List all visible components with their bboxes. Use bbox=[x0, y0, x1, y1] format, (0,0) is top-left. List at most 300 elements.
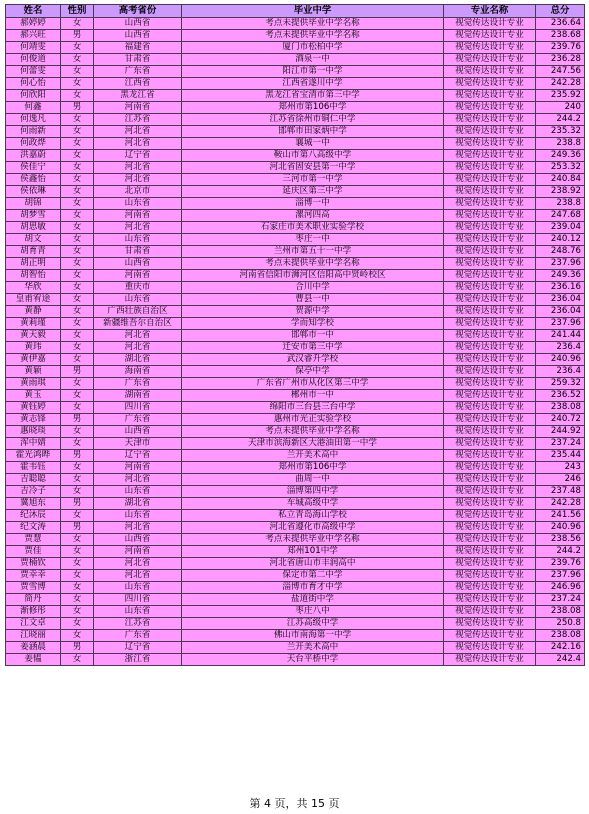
cell-province: 湖南省 bbox=[94, 390, 182, 402]
cell-school: 邯郸市一中 bbox=[182, 330, 444, 342]
cell-score: 237.96 bbox=[536, 318, 585, 330]
cell-school: 广东省广州市从化区第三中学 bbox=[182, 378, 444, 390]
cell-score: 235.44 bbox=[536, 450, 585, 462]
table-row bbox=[6, 138, 585, 150]
table-row bbox=[6, 378, 585, 390]
cell-sex: 女 bbox=[61, 606, 94, 618]
cell-sex: 男 bbox=[61, 642, 94, 654]
cell-school: 河南省信阳市浉河区信阳高中贤岭校区 bbox=[182, 270, 444, 282]
cell-score: 235.92 bbox=[536, 90, 585, 102]
cell-name: 黄志锋 bbox=[6, 414, 61, 426]
cell-score: 247.56 bbox=[536, 66, 585, 78]
cell-province: 广东省 bbox=[94, 414, 182, 426]
cell-sex: 女 bbox=[61, 54, 94, 66]
cell-score: 246 bbox=[536, 474, 585, 486]
cell-province: 河北省 bbox=[94, 138, 182, 150]
cell-major: 视觉传达设计专业 bbox=[444, 462, 536, 474]
cell-sex: 女 bbox=[61, 78, 94, 90]
cell-province: 河南省 bbox=[94, 270, 182, 282]
cell-province: 河北省 bbox=[94, 330, 182, 342]
cell-major: 视觉传达设计专业 bbox=[444, 294, 536, 306]
table-row bbox=[6, 558, 585, 570]
cell-score: 236.64 bbox=[536, 18, 585, 30]
cell-school: 三河市第一中学 bbox=[182, 174, 444, 186]
cell-name: 胡正明 bbox=[6, 258, 61, 270]
cell-major: 视觉传达设计专业 bbox=[444, 354, 536, 366]
table-row bbox=[6, 522, 585, 534]
cell-province: 北京市 bbox=[94, 186, 182, 198]
cell-province: 湖北省 bbox=[94, 354, 182, 366]
cell-name: 霍韦钰 bbox=[6, 462, 61, 474]
cell-province: 辽宁省 bbox=[94, 150, 182, 162]
cell-name: 吉聪聪 bbox=[6, 474, 61, 486]
cell-major: 视觉传达设计专业 bbox=[444, 186, 536, 198]
table-row bbox=[6, 42, 585, 54]
cell-school: 河北省固安县第一中学 bbox=[182, 162, 444, 174]
cell-name: 郝婷婷 bbox=[6, 18, 61, 30]
cell-school: 考点未提供毕业中学名称 bbox=[182, 18, 444, 30]
table-body bbox=[6, 18, 585, 666]
cell-name: 贾慧 bbox=[6, 534, 61, 546]
cell-sex: 男 bbox=[61, 366, 94, 378]
cell-major: 视觉传达设计专业 bbox=[444, 210, 536, 222]
cell-major: 视觉传达设计专业 bbox=[444, 222, 536, 234]
cell-province: 江苏省 bbox=[94, 618, 182, 630]
table-row bbox=[6, 294, 585, 306]
cell-name: 侯鑫怡 bbox=[6, 174, 61, 186]
cell-sex: 女 bbox=[61, 330, 94, 342]
cell-province: 山西省 bbox=[94, 18, 182, 30]
page-number-footer: 第 4 页，共 15 页 bbox=[249, 797, 340, 810]
cell-score: 242.28 bbox=[536, 498, 585, 510]
cell-major: 视觉传达设计专业 bbox=[444, 18, 536, 30]
cell-score: 238.56 bbox=[536, 534, 585, 546]
cell-school: 淄博市育才中学 bbox=[182, 582, 444, 594]
cell-name: 姜韫 bbox=[6, 654, 61, 666]
cell-school: 贺源中学 bbox=[182, 306, 444, 318]
table-row bbox=[6, 234, 585, 246]
cell-school: 盐道街中学 bbox=[182, 594, 444, 606]
cell-province: 江西省 bbox=[94, 78, 182, 90]
cell-sex: 女 bbox=[61, 294, 94, 306]
table-row bbox=[6, 114, 585, 126]
cell-major: 视觉传达设计专业 bbox=[444, 342, 536, 354]
cell-sex: 男 bbox=[61, 450, 94, 462]
table-row bbox=[6, 534, 585, 546]
cell-score: 241.56 bbox=[536, 510, 585, 522]
cell-name: 何政烨 bbox=[6, 138, 61, 150]
cell-name: 黄静 bbox=[6, 306, 61, 318]
cell-school: 考点未提供毕业中学名称 bbox=[182, 30, 444, 42]
cell-major: 视觉传达设计专业 bbox=[444, 498, 536, 510]
cell-province: 广东省 bbox=[94, 66, 182, 78]
table-row bbox=[6, 258, 585, 270]
cell-province: 黑龙江省 bbox=[94, 90, 182, 102]
cell-name: 胡育青 bbox=[6, 246, 61, 258]
cell-score: 240.84 bbox=[536, 174, 585, 186]
cell-name: 霍光鸿晔 bbox=[6, 450, 61, 462]
cell-name: 浑中婧 bbox=[6, 438, 61, 450]
cell-school: 郑州市第106中学 bbox=[182, 102, 444, 114]
cell-sex: 女 bbox=[61, 618, 94, 630]
cell-school: 考点未提供毕业中学名称 bbox=[182, 534, 444, 546]
cell-score: 238.08 bbox=[536, 606, 585, 618]
cell-sex: 女 bbox=[61, 654, 94, 666]
cell-score: 242.4 bbox=[536, 654, 585, 666]
cell-sex: 女 bbox=[61, 210, 94, 222]
table-row bbox=[6, 18, 585, 30]
cell-school: 天津市滨海新区大港油田第一中学 bbox=[182, 438, 444, 450]
cell-sex: 女 bbox=[61, 630, 94, 642]
cell-score: 239.76 bbox=[536, 558, 585, 570]
table-row bbox=[6, 186, 585, 198]
cell-province: 山西省 bbox=[94, 30, 182, 42]
cell-name: 何靖雯 bbox=[6, 42, 61, 54]
cell-score: 237.96 bbox=[536, 258, 585, 270]
cell-sex: 女 bbox=[61, 270, 94, 282]
cell-school: 襄城一中 bbox=[182, 138, 444, 150]
cell-major: 视觉传达设计专业 bbox=[444, 558, 536, 570]
cell-name: 简丹 bbox=[6, 594, 61, 606]
cell-score: 236.52 bbox=[536, 390, 585, 402]
cell-name: 黄玉 bbox=[6, 390, 61, 402]
cell-sex: 女 bbox=[61, 114, 94, 126]
cell-score: 250.8 bbox=[536, 618, 585, 630]
cell-name: 何鑫 bbox=[6, 102, 61, 114]
table-row bbox=[6, 546, 585, 558]
cell-name: 洪嘉蔚 bbox=[6, 150, 61, 162]
cell-sex: 女 bbox=[61, 378, 94, 390]
cell-name: 胡智怡 bbox=[6, 270, 61, 282]
cell-score: 240.12 bbox=[536, 234, 585, 246]
table-row bbox=[6, 654, 585, 666]
cell-province: 天津市 bbox=[94, 438, 182, 450]
cell-sex: 男 bbox=[61, 522, 94, 534]
cell-province: 山东省 bbox=[94, 198, 182, 210]
cell-school: 鞍山市第八高级中学 bbox=[182, 150, 444, 162]
cell-sex: 男 bbox=[61, 30, 94, 42]
cell-major: 视觉传达设计专业 bbox=[444, 618, 536, 630]
cell-sex: 女 bbox=[61, 162, 94, 174]
cell-province: 河南省 bbox=[94, 546, 182, 558]
cell-major: 视觉传达设计专业 bbox=[444, 90, 536, 102]
cell-sex: 女 bbox=[61, 66, 94, 78]
cell-score: 236.04 bbox=[536, 306, 585, 318]
cell-major: 视觉传达设计专业 bbox=[444, 474, 536, 486]
cell-major: 视觉传达设计专业 bbox=[444, 234, 536, 246]
cell-score: 240.96 bbox=[536, 354, 585, 366]
table-row bbox=[6, 54, 585, 66]
table-row bbox=[6, 438, 585, 450]
cell-major: 视觉传达设计专业 bbox=[444, 366, 536, 378]
cell-province: 河北省 bbox=[94, 570, 182, 582]
cell-name: 贾佳 bbox=[6, 546, 61, 558]
cell-major: 视觉传达设计专业 bbox=[444, 414, 536, 426]
cell-score: 236.4 bbox=[536, 366, 585, 378]
cell-name: 惠晓琰 bbox=[6, 426, 61, 438]
table-row bbox=[6, 30, 585, 42]
cell-name: 贾雪博 bbox=[6, 582, 61, 594]
cell-province: 河北省 bbox=[94, 342, 182, 354]
table-row bbox=[6, 402, 585, 414]
cell-score: 240 bbox=[536, 102, 585, 114]
cell-sex: 女 bbox=[61, 558, 94, 570]
cell-school: 枣庄一中 bbox=[182, 234, 444, 246]
cell-major: 视觉传达设计专业 bbox=[444, 174, 536, 186]
cell-school: 厦门市松柏中学 bbox=[182, 42, 444, 54]
cell-major: 视觉传达设计专业 bbox=[444, 306, 536, 318]
cell-province: 甘肃省 bbox=[94, 54, 182, 66]
cell-name: 胡文 bbox=[6, 234, 61, 246]
cell-score: 238.8 bbox=[536, 138, 585, 150]
cell-province: 四川省 bbox=[94, 594, 182, 606]
table-row bbox=[6, 426, 585, 438]
cell-score: 237.48 bbox=[536, 486, 585, 498]
cell-school: 兰开美术高中 bbox=[182, 450, 444, 462]
cell-name: 江晓丽 bbox=[6, 630, 61, 642]
cell-school: 保定市第二中学 bbox=[182, 570, 444, 582]
col-header-name: 姓名 bbox=[6, 5, 61, 18]
cell-province: 四川省 bbox=[94, 402, 182, 414]
cell-province: 海南省 bbox=[94, 366, 182, 378]
cell-name: 贾幸幸 bbox=[6, 570, 61, 582]
cell-school: 延庆区第三中学 bbox=[182, 186, 444, 198]
cell-school: 佛山市南海第一中学 bbox=[182, 630, 444, 642]
cell-sex: 女 bbox=[61, 138, 94, 150]
cell-name: 胡思敏 bbox=[6, 222, 61, 234]
cell-score: 240.96 bbox=[536, 522, 585, 534]
cell-sex: 女 bbox=[61, 258, 94, 270]
cell-school: 私立青岛海山学校 bbox=[182, 510, 444, 522]
table-row bbox=[6, 126, 585, 138]
cell-name: 郝兴旺 bbox=[6, 30, 61, 42]
cell-school: 石家庄市美术职业实验学校 bbox=[182, 222, 444, 234]
cell-major: 视觉传达设计专业 bbox=[444, 570, 536, 582]
col-header-major: 专业名称 bbox=[444, 5, 536, 18]
cell-major: 视觉传达设计专业 bbox=[444, 378, 536, 390]
cell-score: 238.8 bbox=[536, 198, 585, 210]
cell-sex: 女 bbox=[61, 582, 94, 594]
cell-major: 视觉传达设计专业 bbox=[444, 30, 536, 42]
cell-name: 渐修彤 bbox=[6, 606, 61, 618]
cell-major: 视觉传达设计专业 bbox=[444, 546, 536, 558]
cell-name: 黄莉瑾 bbox=[6, 318, 61, 330]
cell-sex: 女 bbox=[61, 150, 94, 162]
cell-school: 天台平桥中学 bbox=[182, 654, 444, 666]
cell-province: 新疆维吾尔自治区 bbox=[94, 318, 182, 330]
col-header-score: 总分 bbox=[536, 5, 585, 18]
cell-score: 239.04 bbox=[536, 222, 585, 234]
table-row bbox=[6, 390, 585, 402]
cell-sex: 女 bbox=[61, 246, 94, 258]
table-row bbox=[6, 78, 585, 90]
cell-sex: 女 bbox=[61, 18, 94, 30]
cell-name: 何雨新 bbox=[6, 126, 61, 138]
table-row bbox=[6, 498, 585, 510]
cell-sex: 女 bbox=[61, 390, 94, 402]
cell-major: 视觉传达设计专业 bbox=[444, 102, 536, 114]
cell-score: 236.28 bbox=[536, 54, 585, 66]
cell-school: 淄博一中 bbox=[182, 198, 444, 210]
cell-province: 山东省 bbox=[94, 606, 182, 618]
cell-school: 考点未提供毕业中学名称 bbox=[182, 258, 444, 270]
cell-major: 视觉传达设计专业 bbox=[444, 534, 536, 546]
cell-school: 兰州市第五十一中学 bbox=[182, 246, 444, 258]
cell-name: 胡梦雪 bbox=[6, 210, 61, 222]
cell-school: 考点未提供毕业中学名称 bbox=[182, 426, 444, 438]
cell-major: 视觉传达设计专业 bbox=[444, 54, 536, 66]
cell-sex: 女 bbox=[61, 282, 94, 294]
cell-sex: 女 bbox=[61, 594, 94, 606]
table-row bbox=[6, 174, 585, 186]
cell-sex: 女 bbox=[61, 318, 94, 330]
cell-score: 238.08 bbox=[536, 402, 585, 414]
table-row bbox=[6, 150, 585, 162]
cell-major: 视觉传达设计专业 bbox=[444, 78, 536, 90]
cell-name: 侯依琳 bbox=[6, 186, 61, 198]
cell-province: 山西省 bbox=[94, 534, 182, 546]
table-row bbox=[6, 366, 585, 378]
cell-province: 甘肃省 bbox=[94, 246, 182, 258]
cell-score: 238.08 bbox=[536, 630, 585, 642]
cell-sex: 女 bbox=[61, 342, 94, 354]
cell-major: 视觉传达设计专业 bbox=[444, 162, 536, 174]
cell-school: 漯河四高 bbox=[182, 210, 444, 222]
cell-school: 迁安市第三中学 bbox=[182, 342, 444, 354]
cell-score: 240.72 bbox=[536, 414, 585, 426]
cell-score: 238.68 bbox=[536, 30, 585, 42]
cell-province: 浙江省 bbox=[94, 654, 182, 666]
cell-province: 山东省 bbox=[94, 234, 182, 246]
cell-major: 视觉传达设计专业 bbox=[444, 606, 536, 618]
cell-province: 山东省 bbox=[94, 486, 182, 498]
roster-sheet bbox=[5, 4, 584, 666]
cell-score: 242.28 bbox=[536, 78, 585, 90]
table-row bbox=[6, 474, 585, 486]
cell-major: 视觉传达设计专业 bbox=[444, 270, 536, 282]
cell-score: 248.76 bbox=[536, 246, 585, 258]
cell-score: 253.32 bbox=[536, 162, 585, 174]
cell-score: 235.32 bbox=[536, 126, 585, 138]
cell-school: 江苏省徐州市铜仁中学 bbox=[182, 114, 444, 126]
cell-name: 吉冷子 bbox=[6, 486, 61, 498]
cell-sex: 女 bbox=[61, 198, 94, 210]
cell-school: 郑州101中学 bbox=[182, 546, 444, 558]
cell-province: 广西壮族自治区 bbox=[94, 306, 182, 318]
cell-name: 黄雨琪 bbox=[6, 378, 61, 390]
cell-major: 视觉传达设计专业 bbox=[444, 330, 536, 342]
table-row bbox=[6, 210, 585, 222]
table-row bbox=[6, 510, 585, 522]
table-row bbox=[6, 462, 585, 474]
cell-major: 视觉传达设计专业 bbox=[444, 450, 536, 462]
cell-school: 曹县一中 bbox=[182, 294, 444, 306]
cell-sex: 女 bbox=[61, 222, 94, 234]
cell-sex: 男 bbox=[61, 414, 94, 426]
cell-name: 何蕾雯 bbox=[6, 66, 61, 78]
cell-sex: 女 bbox=[61, 402, 94, 414]
cell-province: 福建省 bbox=[94, 42, 182, 54]
cell-sex: 女 bbox=[61, 546, 94, 558]
cell-school: 车城高级中学 bbox=[182, 498, 444, 510]
cell-score: 238.92 bbox=[536, 186, 585, 198]
table-row bbox=[6, 486, 585, 498]
cell-sex: 女 bbox=[61, 474, 94, 486]
table-row bbox=[6, 66, 585, 78]
cell-sex: 女 bbox=[61, 486, 94, 498]
cell-province: 山西省 bbox=[94, 426, 182, 438]
cell-major: 视觉传达设计专业 bbox=[444, 582, 536, 594]
cell-province: 河北省 bbox=[94, 558, 182, 570]
cell-major: 视觉传达设计专业 bbox=[444, 258, 536, 270]
table-row bbox=[6, 198, 585, 210]
cell-name: 何俊道 bbox=[6, 54, 61, 66]
table-row bbox=[6, 618, 585, 630]
cell-name: 姜涵晨 bbox=[6, 642, 61, 654]
cell-major: 视觉传达设计专业 bbox=[444, 246, 536, 258]
col-header-province: 高考省份 bbox=[94, 5, 182, 18]
table-header-row bbox=[6, 5, 585, 18]
cell-school: 江苏高级中学 bbox=[182, 618, 444, 630]
cell-name: 冀旭东 bbox=[6, 498, 61, 510]
cell-school: 淄博第四中学 bbox=[182, 486, 444, 498]
table-row bbox=[6, 162, 585, 174]
cell-name: 黄天毅 bbox=[6, 330, 61, 342]
cell-name: 黄玮 bbox=[6, 342, 61, 354]
cell-score: 244.2 bbox=[536, 114, 585, 126]
cell-name: 贾楠钦 bbox=[6, 558, 61, 570]
cell-school: 邯郸市田家炳中学 bbox=[182, 126, 444, 138]
table-row bbox=[6, 246, 585, 258]
cell-major: 视觉传达设计专业 bbox=[444, 510, 536, 522]
cell-score: 239.76 bbox=[536, 42, 585, 54]
cell-sex: 女 bbox=[61, 570, 94, 582]
cell-province: 广东省 bbox=[94, 378, 182, 390]
cell-major: 视觉传达设计专业 bbox=[444, 114, 536, 126]
cell-major: 视觉传达设计专业 bbox=[444, 126, 536, 138]
table-row bbox=[6, 90, 585, 102]
cell-province: 河南省 bbox=[94, 462, 182, 474]
table-row bbox=[6, 630, 585, 642]
cell-score: 259.32 bbox=[536, 378, 585, 390]
cell-major: 视觉传达设计专业 bbox=[444, 390, 536, 402]
table-row bbox=[6, 606, 585, 618]
cell-score: 237.24 bbox=[536, 438, 585, 450]
cell-school: 合川中学 bbox=[182, 282, 444, 294]
cell-score: 236.16 bbox=[536, 282, 585, 294]
cell-sex: 女 bbox=[61, 354, 94, 366]
cell-score: 237.96 bbox=[536, 570, 585, 582]
table-row bbox=[6, 450, 585, 462]
table-row bbox=[6, 330, 585, 342]
table-row bbox=[6, 318, 585, 330]
table-row bbox=[6, 354, 585, 366]
cell-score: 246.96 bbox=[536, 582, 585, 594]
cell-province: 河北省 bbox=[94, 174, 182, 186]
cell-score: 244.2 bbox=[536, 546, 585, 558]
cell-province: 河北省 bbox=[94, 474, 182, 486]
cell-province: 山东省 bbox=[94, 510, 182, 522]
cell-province: 江苏省 bbox=[94, 114, 182, 126]
cell-score: 244.92 bbox=[536, 426, 585, 438]
cell-name: 胡锦 bbox=[6, 198, 61, 210]
cell-province: 山东省 bbox=[94, 582, 182, 594]
cell-school: 河北省唐山市丰润高中 bbox=[182, 558, 444, 570]
table-row bbox=[6, 594, 585, 606]
cell-province: 河北省 bbox=[94, 222, 182, 234]
cell-major: 视觉传达设计专业 bbox=[444, 522, 536, 534]
cell-sex: 女 bbox=[61, 438, 94, 450]
